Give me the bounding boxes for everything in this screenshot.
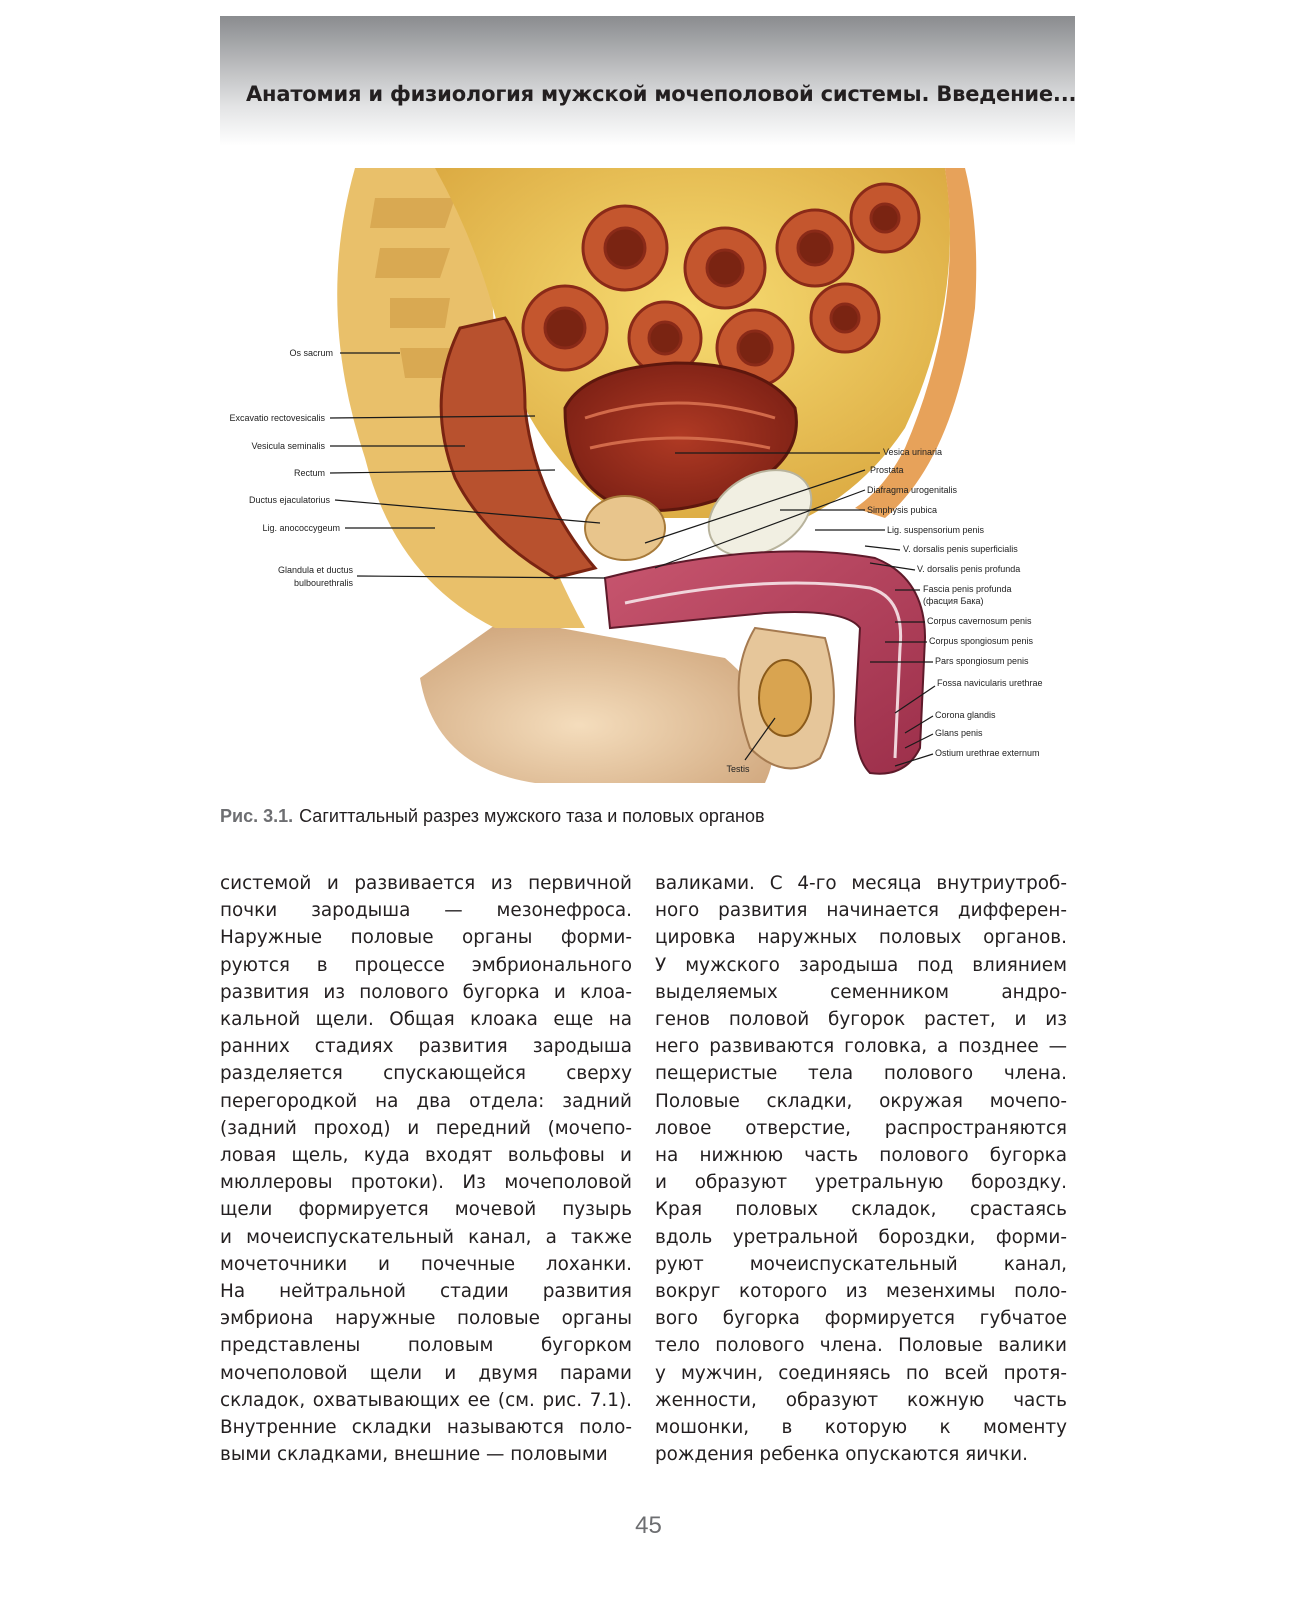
text-line: Половые складки, окружая мочепо- (655, 1090, 1067, 1112)
label-glans: Glans penis (935, 728, 983, 738)
text-line: и мочеиспускательный канал, а также (220, 1226, 632, 1248)
text-line: перегородкой на два отдела: задний (220, 1090, 632, 1112)
text-column-right (655, 870, 1067, 1468)
label-corpus-spongiosum: Corpus spongiosum penis (929, 636, 1034, 646)
text-line: рождения ребенка опускаются яички. (655, 1444, 1028, 1466)
text-line: ловое отверстие, распространяются (655, 1117, 1067, 1139)
text-line: Внутренние складки называются поло- (220, 1417, 632, 1439)
text-line: пещеристые тела полового члена. (655, 1063, 1067, 1085)
label-diafragma: Diafragma urogenitalis (867, 485, 958, 495)
text-line: ного развития начинается дифферен- (655, 900, 1067, 922)
label-prostata: Prostata (870, 465, 904, 475)
anatomy-figure (205, 158, 1085, 793)
running-header (220, 16, 1075, 146)
prostate (585, 496, 665, 560)
text-line: мочеполовой щели и двумя парами (220, 1362, 632, 1384)
text-line: Наружные половые органы форми- (220, 927, 632, 949)
label-fascia-buck: (фасция Бака) (923, 596, 984, 606)
text-line: женности, образуют кожную часть (655, 1389, 1067, 1411)
caption-text: Сагиттальный разрез мужского таза и половых органов (299, 806, 765, 826)
label-lig-anococcygeum: Lig. anococcygeum (262, 523, 340, 533)
text-line: почки зародыша — мезонефроса. (220, 900, 632, 922)
label-vesicula: Vesicula seminalis (251, 441, 325, 451)
label-os-sacrum: Os sacrum (289, 348, 333, 358)
text-line: ловая щель, куда входят вольфовы и (220, 1145, 632, 1167)
label-v-dorsalis-prof: V. dorsalis penis profunda (917, 564, 1021, 574)
text-line: складок, охватывающих ее (см. рис. 7.1). (220, 1389, 632, 1411)
running-header-title: Анатомия и физиология мужской мочеполовой системы. Введение... (246, 82, 1077, 106)
text-line: эмбриона наружные половые органы (220, 1308, 632, 1330)
page-number: 45 (635, 1512, 662, 1539)
label-fascia: Fascia penis profunda (923, 584, 1012, 594)
label-testis: Testis (726, 764, 750, 774)
text-line: щели формируется мочевой пузырь (220, 1199, 632, 1221)
text-line: системой и развивается из первичной (220, 873, 632, 894)
text-line: него развиваются головка, а позднее — (655, 1036, 1067, 1058)
buttock-skin (420, 618, 774, 783)
label-ostium: Ostium urethrae externum (935, 748, 1040, 758)
label-ductus: Ductus ejaculatorius (248, 495, 330, 505)
text-line: На нейтральной стадии развития (220, 1281, 632, 1303)
text-line: выми складками, внешние — половыми (220, 1444, 608, 1466)
text-line: на нижнюю часть полового бугорка (655, 1145, 1067, 1167)
text-line: валиками. С 4-го месяца внутриутроб- (655, 873, 1067, 894)
label-vesica: Vesica urinaria (883, 447, 943, 457)
text-line: У мужского зародыша под влиянием (655, 954, 1067, 976)
text-line: (задний проход) и передний (мочепо- (220, 1117, 632, 1139)
label-bulbourethralis: bulbourethralis (293, 578, 353, 588)
text-line: ранних стадиях развития зародыша (220, 1036, 632, 1058)
text-line: генов половой бугорок растет, и из (655, 1009, 1067, 1031)
text-line: разделяется спускающейся сверху (220, 1063, 632, 1085)
text-line: выделяемых семенником андро- (655, 981, 1067, 1003)
text-line: у мужчин, соединяясь по всей протя- (655, 1362, 1067, 1384)
text-line: мочеточники и почечные лоханки. (220, 1253, 632, 1275)
label-lig-suspensorium: Lig. suspensorium penis (887, 525, 985, 535)
text-line: мошонки, в которую к моменту (655, 1417, 1067, 1439)
text-line: руют мочеиспускательный канал, (655, 1253, 1067, 1275)
text-line: кальной щели. Общая клоака еще на (220, 1009, 632, 1031)
figure-caption (220, 806, 765, 827)
label-excavatio: Excavatio rectovesicalis (229, 413, 325, 423)
label-pars-spongiosum: Pars spongiosum penis (935, 656, 1029, 666)
sagittal-section-illustration (205, 158, 1085, 793)
label-glandula: Glandula et ductus (277, 565, 353, 575)
label-fossa: Fossa navicularis urethrae (937, 678, 1043, 688)
text-line: Края половых складок, срастаясь (655, 1199, 1067, 1221)
text-line: вдоль уретральной бороздки, форми- (655, 1226, 1067, 1248)
label-rectum: Rectum (293, 468, 325, 478)
text-column-left (220, 870, 632, 1468)
text-line: представлены половым бугорком (220, 1335, 632, 1357)
testis (759, 660, 811, 736)
label-corona: Corona glandis (935, 710, 996, 720)
label-v-dorsalis-sup: V. dorsalis penis superficialis (903, 544, 1018, 554)
text-line: мюллеровы протоки). Из мочеполовой (220, 1172, 632, 1194)
label-simphysis: Simphysis pubica (867, 505, 938, 515)
text-line: развития из полового бугорка и клоа- (220, 981, 632, 1003)
text-line: руются в процессе эмбрионального (220, 954, 632, 976)
caption-number: Рис. 3.1. (220, 806, 294, 826)
text-line: вого бугорка формируется губчатое (655, 1308, 1067, 1330)
text-line: цировка наружных половых органов. (655, 927, 1067, 949)
text-line: и образуют уретральную бороздку. (655, 1172, 1067, 1194)
label-corpus-cavernosum: Corpus cavernosum penis (927, 616, 1032, 626)
text-line: тело полового члена. Половые валики (655, 1335, 1067, 1357)
text-line: вокруг которого из мезенхимы поло- (655, 1281, 1067, 1303)
